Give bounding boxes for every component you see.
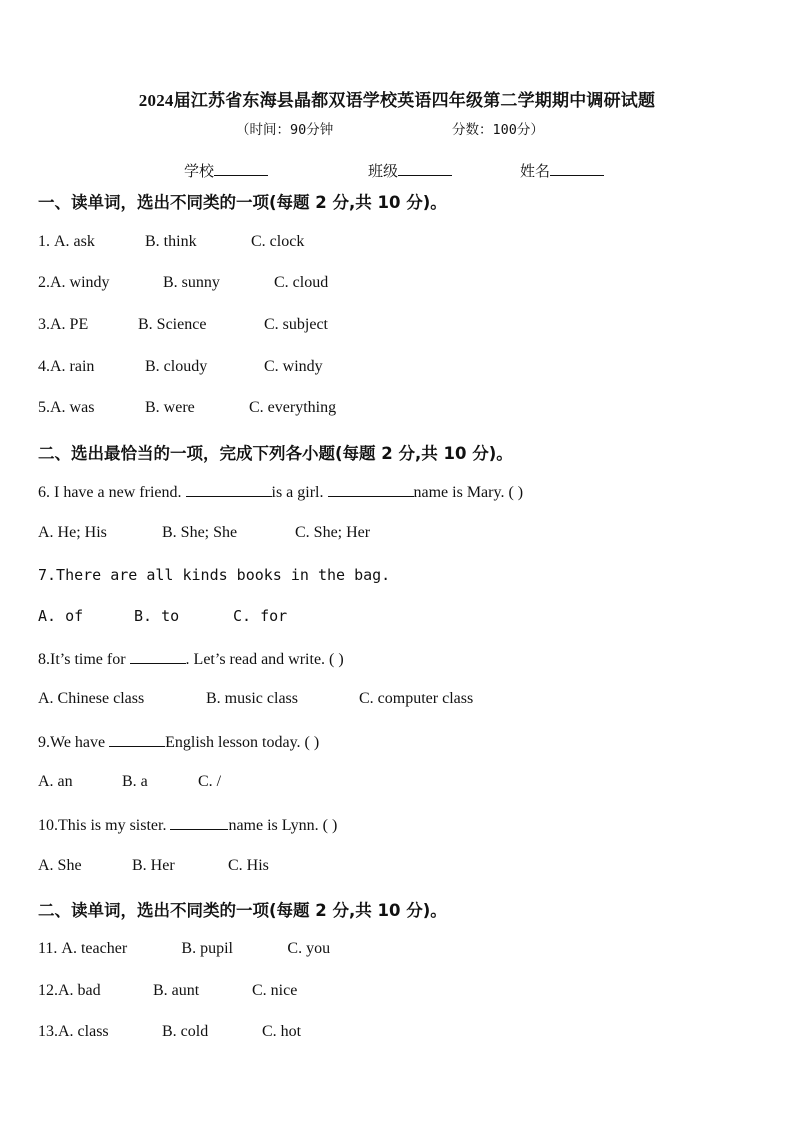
class-blank[interactable] — [398, 161, 452, 176]
question-text-3: name is Mary. ( ) — [413, 484, 524, 501]
question-number: 5. — [38, 399, 50, 416]
name-field — [520, 160, 604, 181]
question-6-options — [38, 524, 370, 542]
question-8 — [38, 649, 344, 669]
question-text-2: is a girl. — [271, 484, 328, 501]
question-8-options — [38, 690, 473, 708]
option-a: A. class — [58, 1023, 109, 1040]
option-c: C. you — [287, 940, 331, 957]
option-b: B. Science — [138, 316, 207, 333]
option-b: B. She; She — [162, 524, 238, 541]
question-2 — [38, 274, 328, 292]
question-9-options — [38, 773, 221, 791]
option-b: B. cold — [162, 1023, 209, 1040]
question-13 — [38, 1023, 301, 1041]
exam-time: （时间：90分钟 — [236, 122, 334, 138]
question-9 — [38, 732, 319, 752]
option-a: A. teacher — [61, 940, 128, 957]
option-c: C. computer class — [359, 690, 474, 707]
question-number: 4. — [38, 358, 50, 375]
option-c: C. clock — [251, 233, 305, 250]
question-text-1: 6. I have a new friend. — [38, 484, 186, 501]
option-c: C. hot — [262, 1023, 302, 1040]
option-b: B. cloudy — [145, 358, 208, 375]
question-text-1: 10.This is my sister. — [38, 817, 171, 834]
option-a: A. He; His — [38, 524, 107, 541]
option-a: A. ask — [54, 233, 95, 250]
option-b: B. sunny — [163, 274, 220, 291]
option-c: C. everything — [249, 399, 337, 416]
answer-blank[interactable] — [186, 482, 272, 497]
question-number: 2. — [38, 274, 50, 291]
option-c: C. for — [233, 607, 288, 625]
school-blank[interactable] — [214, 161, 268, 176]
option-c: C. windy — [264, 358, 323, 375]
question-text-1: 9.We have — [38, 734, 110, 751]
question-10 — [38, 815, 337, 835]
answer-blank[interactable] — [130, 649, 186, 664]
option-b: B. think — [145, 233, 197, 250]
class-label: 班级 — [368, 164, 399, 180]
option-b: B. to — [134, 607, 180, 625]
option-b: B. Her — [132, 857, 175, 874]
answer-blank[interactable] — [328, 482, 414, 497]
question-7: 7.There are all kinds books in the bag. — [38, 566, 391, 584]
option-c: C. She; Her — [295, 524, 371, 541]
question-number: 13. — [38, 1023, 58, 1040]
question-6 — [38, 482, 523, 502]
option-a: A. an — [38, 773, 73, 790]
option-a: A. rain — [50, 358, 95, 375]
answer-blank[interactable] — [170, 815, 228, 830]
option-a: A. of — [38, 607, 84, 625]
school-field — [184, 160, 268, 181]
option-a: A. PE — [50, 316, 89, 333]
question-3 — [38, 316, 328, 334]
section-3-heading: 二、读单词，选出不同类的一项(每题 2 分,共 10 分)。 — [38, 901, 447, 920]
question-1 — [38, 233, 304, 251]
question-number: 11. — [38, 940, 62, 957]
option-b: B. aunt — [153, 982, 200, 999]
option-b: B. pupil — [181, 940, 233, 957]
question-number: 1. — [38, 233, 54, 250]
section-2-heading: 二、选出最恰当的一项，完成下列各小题(每题 2 分,共 10 分)。 — [38, 444, 513, 463]
question-7-options — [38, 607, 287, 625]
question-text-2: name is Lynn. ( ) — [228, 817, 338, 834]
option-b: B. were — [145, 399, 195, 416]
question-4 — [38, 358, 323, 376]
name-label: 姓名 — [520, 164, 551, 180]
question-number: 3. — [38, 316, 50, 333]
option-c: C. / — [198, 773, 222, 790]
answer-blank[interactable] — [109, 732, 165, 747]
question-5 — [38, 399, 336, 417]
class-field — [368, 160, 452, 181]
option-c: C. cloud — [274, 274, 329, 291]
question-11 — [38, 940, 330, 958]
question-text-2: English lesson today. ( ) — [165, 734, 320, 751]
option-a: A. Chinese class — [38, 690, 145, 707]
option-a: A. was — [50, 399, 95, 416]
exam-score: 分数：100分） — [452, 122, 544, 138]
option-b: B. a — [122, 773, 148, 790]
option-a: A. windy — [50, 274, 110, 291]
question-number: 12. — [38, 982, 58, 999]
name-blank[interactable] — [550, 161, 604, 176]
option-a: A. bad — [58, 982, 101, 999]
section-1-heading: 一、读单词，选出不同类的一项(每题 2 分,共 10 分)。 — [38, 193, 447, 212]
question-text-2: . Let’s read and write. ( ) — [185, 651, 344, 668]
question-text-1: 8.It’s time for — [38, 651, 130, 668]
school-label: 学校 — [184, 164, 215, 180]
option-c: C. subject — [264, 316, 328, 333]
option-a: A. She — [38, 857, 82, 874]
question-10-options — [38, 857, 269, 875]
option-b: B. music class — [206, 690, 298, 707]
option-c: C. nice — [252, 982, 298, 999]
question-12 — [38, 982, 297, 1000]
exam-title: 2024届江苏省东海县晶都双语学校英语四年级第二学期期中调研试题 — [138, 91, 656, 110]
option-c: C. His — [228, 857, 269, 874]
